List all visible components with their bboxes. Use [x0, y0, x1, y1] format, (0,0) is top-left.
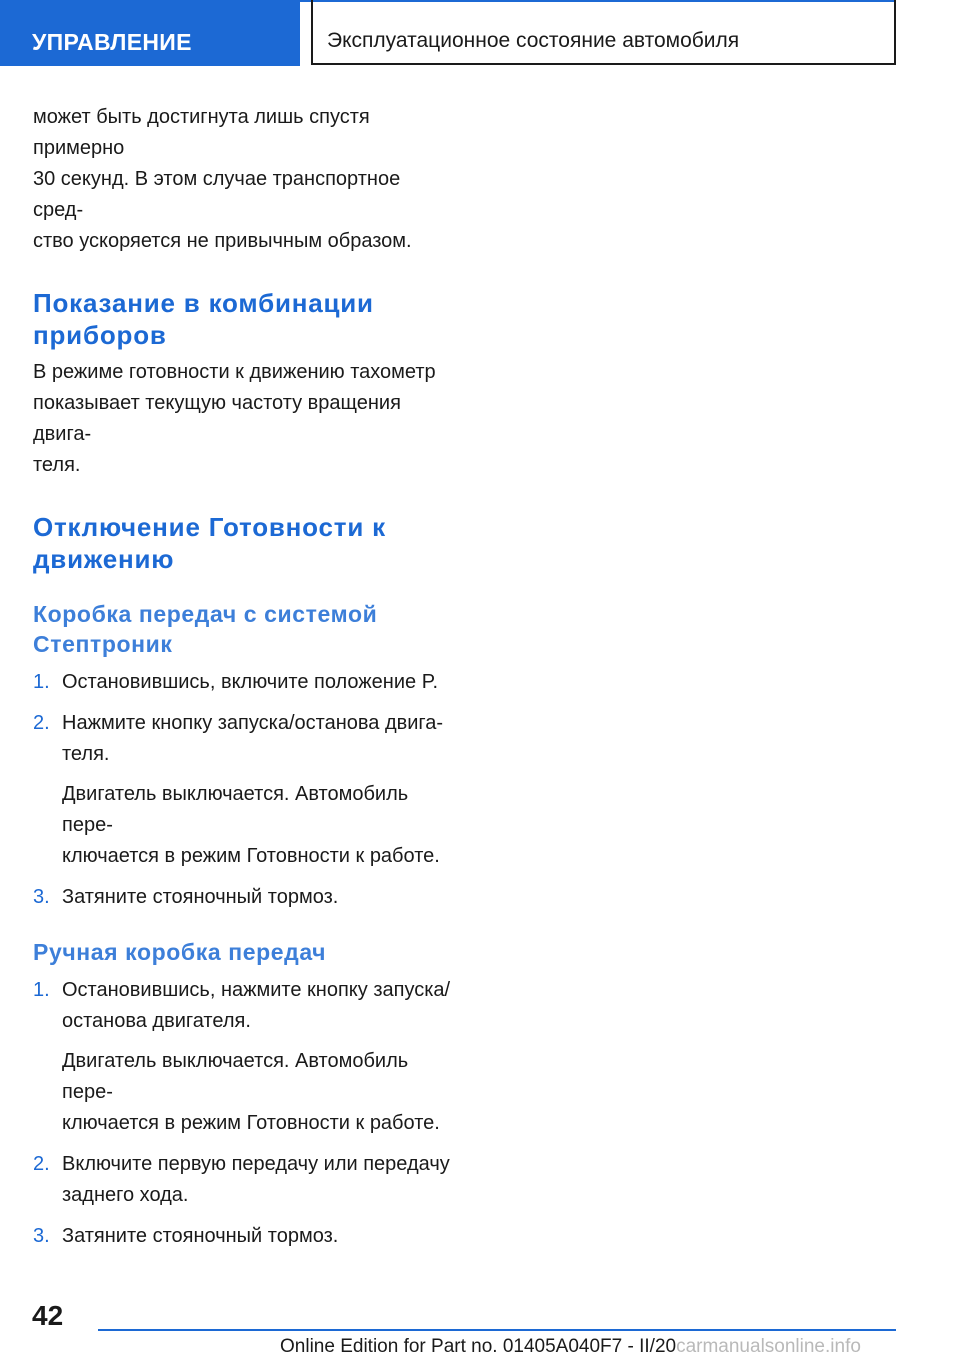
heading-line: приборов: [33, 320, 167, 350]
step-number: 2.: [33, 1153, 50, 1175]
heading-line: движению: [33, 544, 175, 574]
step-number: 1.: [33, 671, 50, 693]
list-item: [33, 1221, 453, 1252]
heading-steptronic: [33, 599, 453, 659]
step-result-line: ключается в режим Готовности к работе.: [62, 845, 440, 867]
step-text: Остановившись, включите положение P.: [62, 671, 439, 693]
text-line: ство ускоряется не привычным образом.: [33, 230, 412, 252]
step-text: заднего хода.: [62, 1184, 189, 1206]
step-result: [62, 779, 453, 872]
step-text: Нажмите кнопку запуска/останова двига-: [62, 712, 444, 734]
step-result: [62, 1046, 453, 1139]
text-line: 30 секунд. В этом случае транспортное сред-: [33, 168, 401, 221]
chapter-title: Эксплуатационное состояние автомобиля: [311, 0, 896, 65]
step-text: Включите первую передачу или передачу: [62, 1153, 450, 1175]
heading-switch-off: [33, 511, 453, 575]
heading-manual-gearbox: Ручная коробка передач: [33, 939, 327, 965]
list-item: [33, 882, 453, 913]
manual-steps: [33, 975, 453, 1252]
step-result-line: Двигатель выключается. Автомобиль пере-: [62, 1050, 409, 1103]
step-result-line: ключается в режим Готовности к работе.: [62, 1112, 440, 1134]
page-number: 42: [32, 1300, 64, 1331]
intro-paragraph: [33, 102, 453, 257]
step-text: останова двигателя.: [62, 1010, 251, 1032]
step-number: 1.: [33, 979, 50, 1001]
section-tab: УПРАВЛЕНИЕ: [0, 0, 300, 66]
step-result-line: Двигатель выключается. Автомобиль пере-: [62, 783, 409, 836]
list-item: [33, 1149, 453, 1211]
text-line: показывает текущую частоту вращения двига-: [33, 392, 401, 445]
heading-line: Стептроник: [33, 631, 173, 657]
list-item: [33, 667, 453, 698]
step-number: 3.: [33, 1225, 50, 1247]
footer-rule: [98, 1329, 896, 1331]
step-text: теля.: [62, 743, 110, 765]
heading-line: Отключение Готовности к: [33, 512, 386, 542]
watermark: carmanualsonline.info: [676, 1336, 861, 1357]
text-column: [33, 102, 453, 1262]
instrument-paragraph: [33, 357, 453, 481]
text-line: теля.: [33, 454, 81, 476]
text-line: может быть достигнута лишь спустя примерно: [33, 106, 370, 159]
heading-instrument-cluster: [33, 287, 453, 351]
step-text: Затяните стояночный тормоз.: [62, 1225, 339, 1247]
footer-edition: [280, 1336, 861, 1358]
edition-text: Online Edition for Part no. 01405A040F7 - II/20: [280, 1336, 677, 1357]
text-line: В режиме готовности к движению тахометр: [33, 361, 436, 383]
list-item: [33, 708, 453, 872]
heading-line: Коробка передач с системой: [33, 601, 378, 627]
step-text: Остановившись, нажмите кнопку запуска/: [62, 979, 451, 1001]
heading-line: Показание в комбинации: [33, 288, 374, 318]
step-text: Затяните стояночный тормоз.: [62, 886, 339, 908]
step-number: 3.: [33, 886, 50, 908]
steptronic-steps: [33, 667, 453, 913]
list-item: [33, 975, 453, 1139]
step-number: 2.: [33, 712, 50, 734]
